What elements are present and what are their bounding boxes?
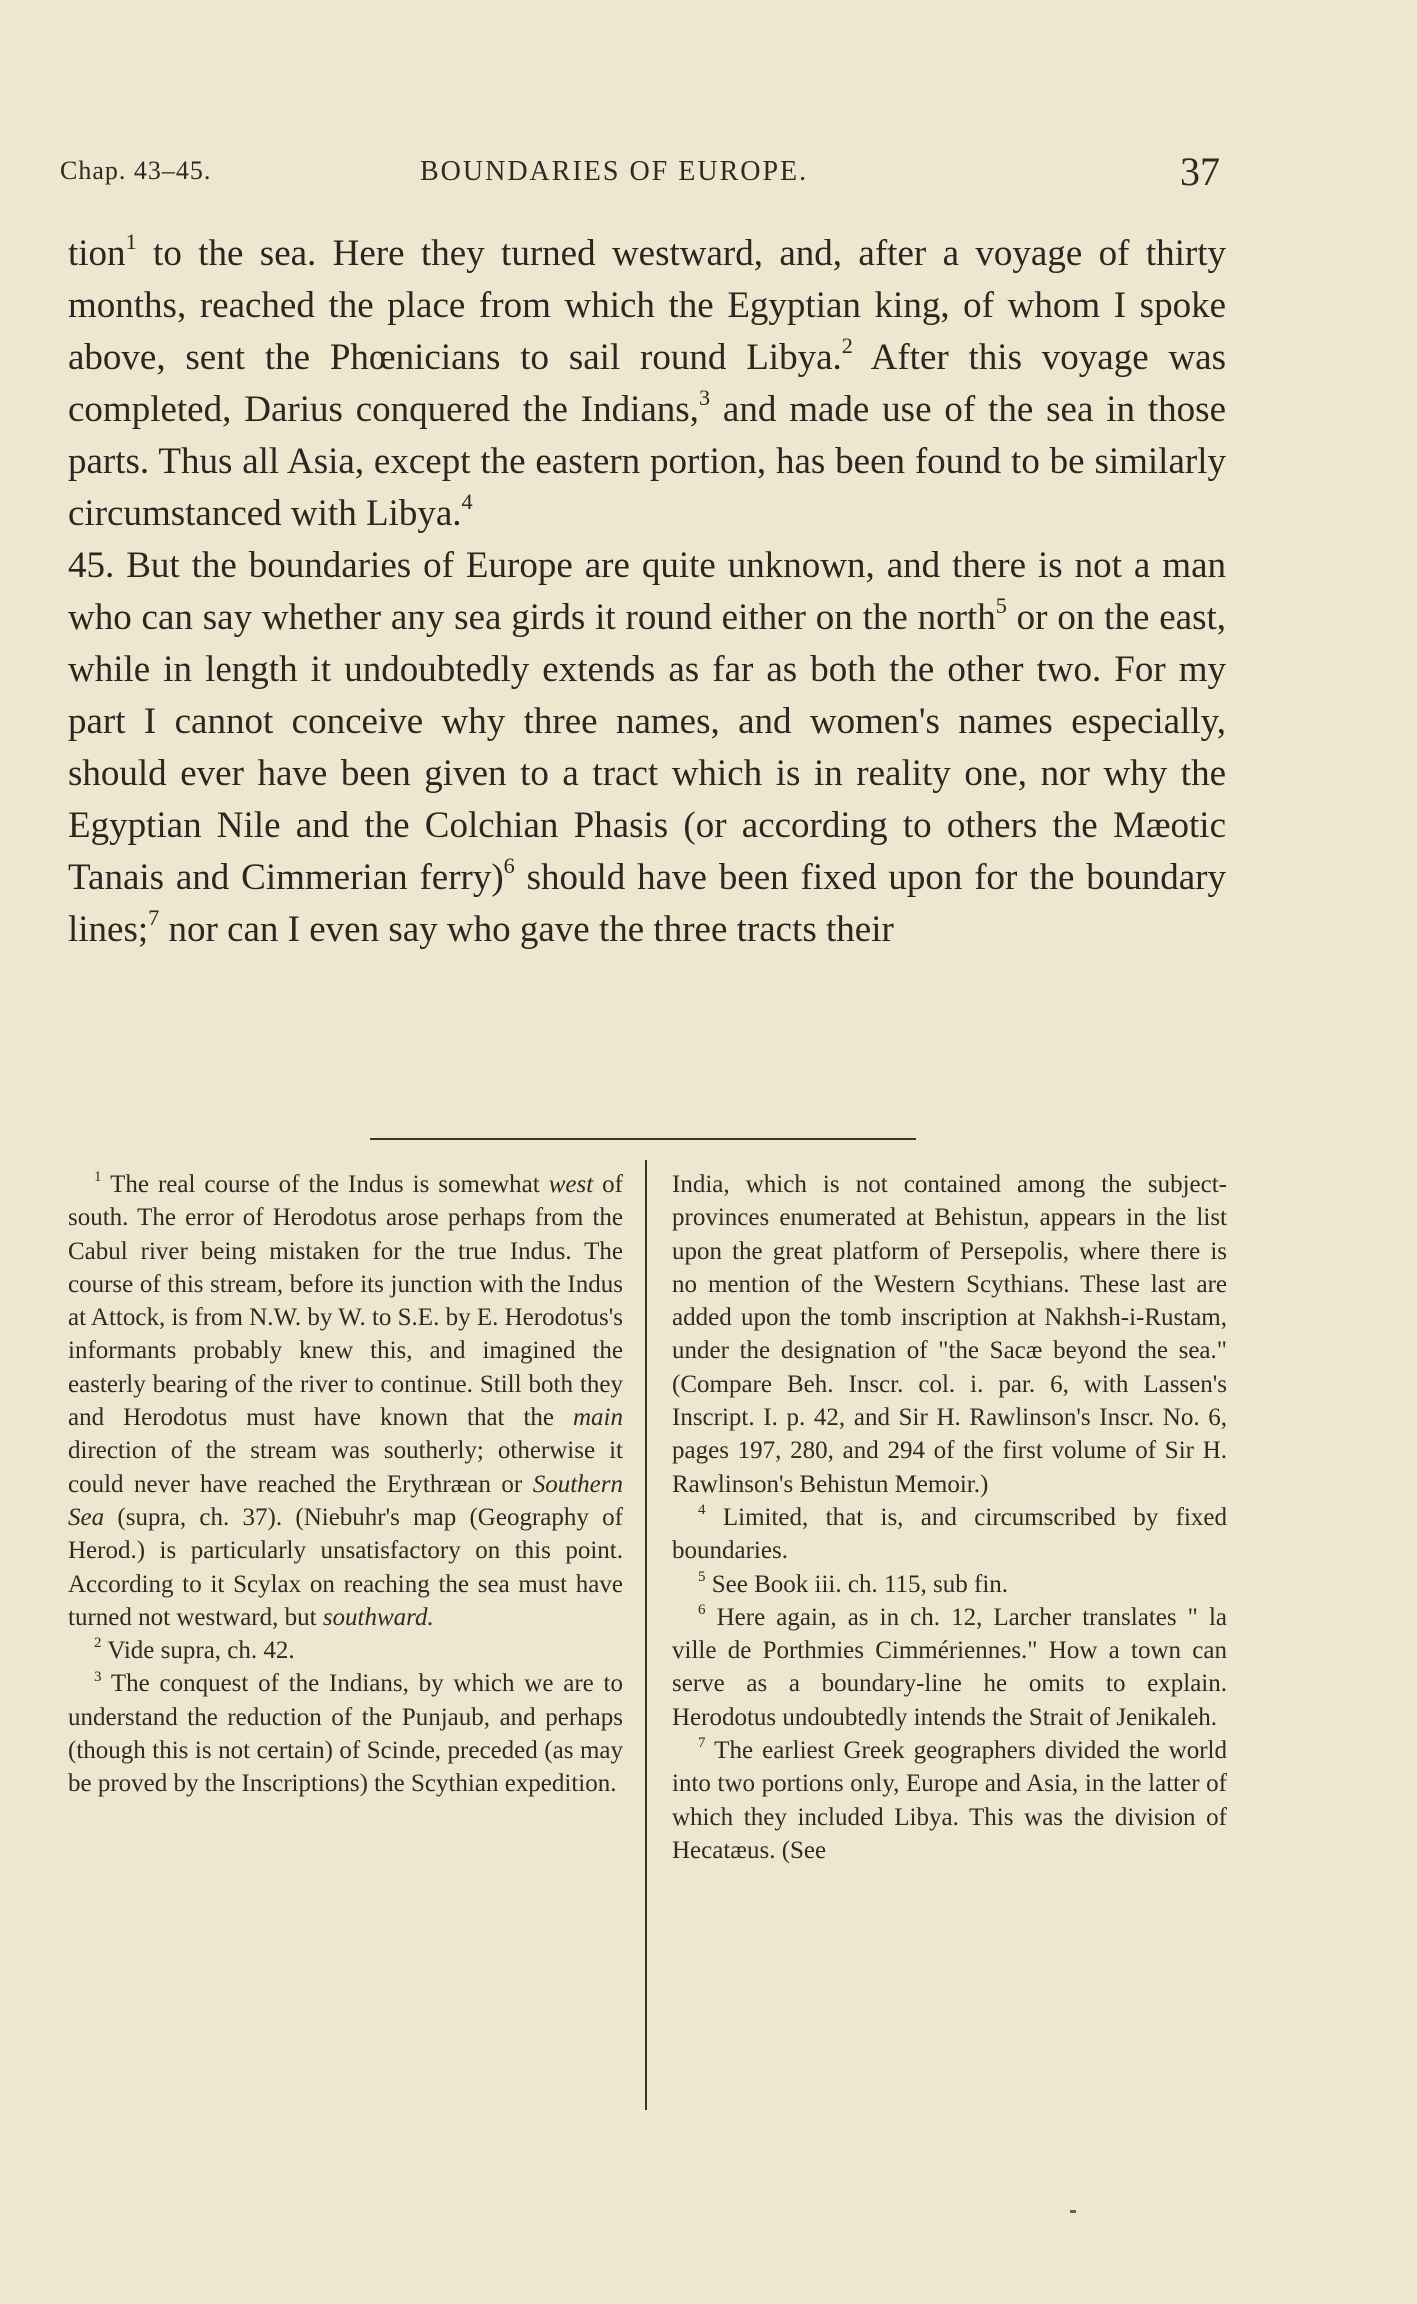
footnote-ref-6: 6 <box>503 853 515 879</box>
footnote-ref-1: 1 <box>125 229 137 255</box>
text-run: The real course of the Indus is somewhat <box>110 1171 549 1198</box>
text-run: or on the east, while in length it undoubtedly extends as far as both the other two. For my part I cannot conceive why three names, and women's names especially, should ever have been given to a tract which is in reality one, nor why the Egyptian Nile and the Colchian Phasis (or according to others the Mæotic Tanais and Cimmerian ferry) <box>68 597 1226 898</box>
footnote-ref-2: 2 <box>841 333 853 359</box>
column-divider <box>645 1160 647 2110</box>
text-run: Limited, that is, and circumscribed by fixed boundaries. <box>672 1503 1227 1565</box>
footnote-1 <box>68 1168 623 1634</box>
footnote-3 <box>68 1667 623 1800</box>
footnote-number: 3 <box>94 1668 102 1685</box>
text-run: tion <box>68 233 126 274</box>
text-run: and made use of the sea in those parts. Thus all Asia, except the eastern portion, has been found to be similarly circumstanced with Libya. <box>68 389 1226 534</box>
footnote-number: 2 <box>94 1635 102 1652</box>
footnotes-right-column <box>672 1168 1227 1867</box>
paragraph-2 <box>68 540 1226 956</box>
footnote-separator-rule <box>370 1138 916 1140</box>
running-title: BOUNDARIES OF EUROPE. <box>420 156 809 187</box>
text-run: (supra, ch. 37). (Niebuhr's map (Geography of Herod.) is particularly unsatisfactory on this point. According to it Scylax on reaching the sea must have turned not westward, but <box>68 1503 623 1631</box>
text-run: Here again, as in ch. 12, Larcher translates " la ville de Porthmies Cimmériennes." How a town can serve as a boundary-line he omits to explain. Herodotus undoubtedly intends the Strait of Jenikaleh. <box>672 1603 1228 1731</box>
italic-run: Southern Sea <box>68 1470 623 1531</box>
text-run: See Book iii. ch. 115, sub fin. <box>711 1570 1009 1598</box>
italic-run: southward. <box>322 1603 434 1631</box>
footnote-ref-7: 7 <box>148 905 160 931</box>
footnote-6 <box>672 1601 1227 1734</box>
footnote-3-continued: India, which is not contained among the subject-provinces enumerated at Behistun, appears in the list upon the great platform of Persepolis, where there is no mention of the Western Scythians. These last are added upon the tomb inscription at Nakhsh-i-Rustam, under the designation of "the Sacæ beyond the sea." (Compare Beh. Inscr. col. i. par. 6, with Lassen's Inscript. I. p. 42, and Sir H. Rawlinson's Inscr. No. 6, pages 197, 280, and 294 of the first volume of Sir H. Rawlinson's Behistun Memoir.) <box>672 1171 1227 1498</box>
footnote-ref-4: 4 <box>461 489 473 515</box>
footnote-4 <box>672 1501 1227 1568</box>
footnote-number: 4 <box>698 1502 706 1519</box>
text-run: nor can I even say who gave the three tracts their <box>159 909 894 950</box>
footnote-2 <box>68 1634 623 1667</box>
footnote-ref-5: 5 <box>995 593 1007 619</box>
text-run: The conquest of the Indians, by which we are to understand the reduction of the Punjaub, and perhaps (though this is not certain) of Scinde, preceded (as may be proved by the Inscriptions) the Scythian expedition. <box>68 1670 623 1798</box>
page-number: 37 <box>1180 149 1220 194</box>
text-run: 45. But the boundaries of Europe are quite unknown, and there is not a man who can say whether any sea girds it round either on the north <box>68 545 1226 638</box>
footnote-ref-3: 3 <box>698 385 711 411</box>
footnote-7 <box>672 1734 1227 1867</box>
running-header <box>60 150 1220 200</box>
footnote-number: 5 <box>698 1568 706 1585</box>
text-run: Vide supra, ch. 42. <box>107 1637 295 1665</box>
footnote-number: 6 <box>698 1602 706 1619</box>
text-run: The earliest Greek geographers divided the world into two portions only, Europe and Asia, in the latter of which they included Libya. This was the division of Hecatæus. (See <box>672 1737 1227 1864</box>
italic-run: west <box>548 1171 594 1198</box>
text-run: to the sea. Here they turned westward, and, after a voyage of thirty months, reached the place from which the Egyptian king, of whom I spoke above, sent the Phœnicians to sail round Libya. <box>68 233 1226 378</box>
footnotes-left-column <box>68 1168 623 1801</box>
chapter-reference: Chap. 43–45. <box>60 156 212 185</box>
text-run: of south. The error of Herodotus arose perhaps from the Cabul river being mistaken for the true Indus. The course of this stream, before its junction with the Indus at Attock, is from N.W. by W. to S.E. by E. Herodotus's informants probably knew this, and imagined the easterly bearing of the river to continue. Still both they and Herodotus must have known that the <box>68 1171 623 1432</box>
text-run: should have been fixed upon for the boundary lines; <box>68 857 1226 950</box>
footnote-number: 1 <box>94 1169 102 1186</box>
text-run: direction of the stream was southerly; otherwise it could never have reached the Erythræan or <box>68 1437 623 1498</box>
print-speck <box>1070 2210 1076 2213</box>
main-text <box>68 228 1226 956</box>
paragraph-1 <box>68 228 1226 540</box>
footnote-5 <box>672 1568 1227 1601</box>
footnote-number: 7 <box>698 1735 706 1752</box>
text-run: After this voyage was completed, Darius conquered the Indians, <box>68 337 1226 430</box>
italic-run: main <box>573 1404 623 1432</box>
